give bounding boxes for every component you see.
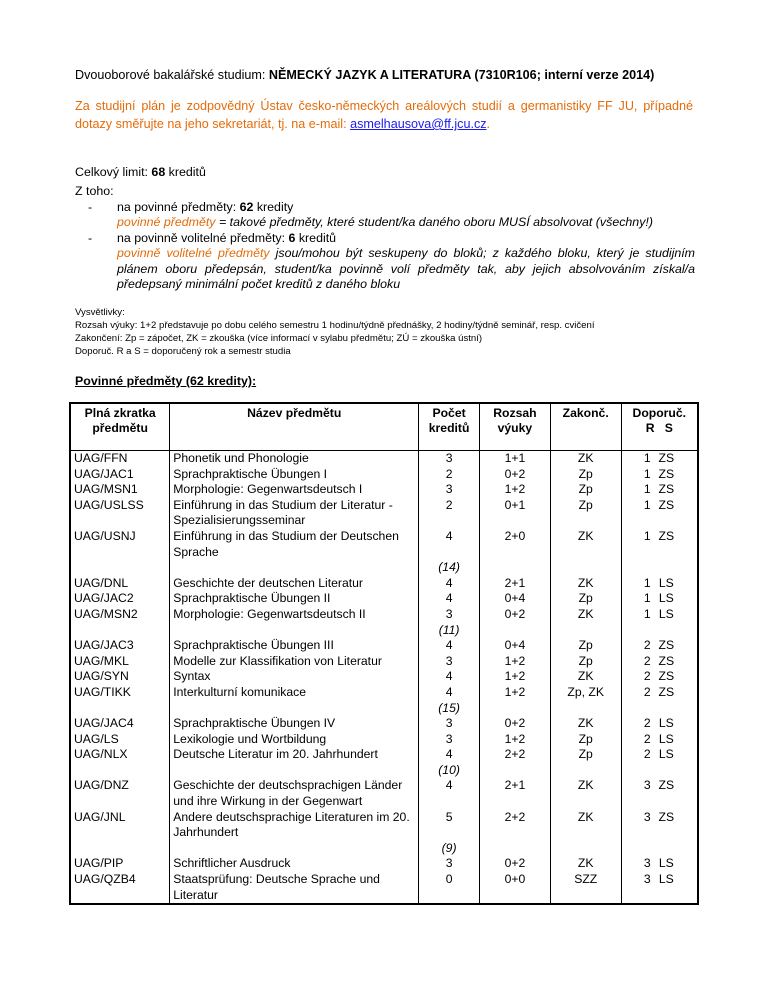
subject-hours: 2+1 [480,576,551,592]
subject-recommended [621,872,698,904]
subject-name: Staatsprüfung: Deutsche Sprache und Literatur [170,872,419,904]
group-credit-sum: (11) [419,623,480,639]
subject-recommended [621,732,698,748]
subject-exam: SZZ [550,872,621,904]
breakdown-heading: Z toho: [75,184,114,198]
subject-recommended [621,747,698,763]
recommended-semester: ZS [658,809,675,824]
empty-cell [170,623,419,639]
table-row [70,576,698,592]
explanation-line: Vysvětlivky: [75,307,125,318]
group-credit-sum: (9) [419,841,480,857]
programme-name: NĚMECKÝ JAZYK A LITERATURA (7310R106; interní verze 2014) [268,68,655,82]
recommended-year: 3 [643,872,651,887]
elective-label: na povinně volitelné předměty: [117,230,289,245]
elective-note-term: povinně volitelné předměty [117,246,270,260]
subject-hours: 1+2 [480,732,551,748]
subject-exam: ZK [550,451,621,467]
recommended-semester: ZS [658,778,675,793]
recommended-semester: LS [658,872,674,887]
subject-exam: Zp, ZK [550,685,621,701]
subject-credits: 4 [419,685,480,701]
table-row [70,498,698,529]
subject-exam: Zp [550,591,621,607]
subject-hours: 1+2 [480,685,551,701]
subject-exam: Zp [550,498,621,529]
subject-name: Schriftlicher Ausdruck [170,856,419,872]
subject-exam: ZK [550,716,621,732]
empty-cell [621,763,698,779]
mandatory-value: 62 [239,199,254,214]
empty-cell [170,560,419,576]
subject-name: Einführung in das Studium der Deutschen Sprache [170,529,419,560]
subject-recommended [621,716,698,732]
limit-value: 68 [151,165,166,179]
breakdown-item-mandatory [75,200,695,231]
subject-code: UAG/MSN2 [70,607,170,623]
recommended-semester: LS [658,575,674,590]
subject-code: UAG/SYN [70,669,170,685]
list-dash: - [88,199,93,214]
empty-cell [480,763,551,779]
recommended-semester: LS [658,591,674,606]
responsibility-notice [75,97,693,133]
subject-hours: 0+2 [480,467,551,483]
subject-credits: 3 [419,856,480,872]
subject-code: UAG/JAC4 [70,716,170,732]
table-row [70,451,698,467]
recommended-year: 2 [643,653,651,668]
subject-recommended [621,529,698,560]
explanations [75,306,595,358]
subject-hours: 1+1 [480,451,551,467]
subject-exam: ZK [550,529,621,560]
recommended-year: 2 [643,669,651,684]
recommended-year: 1 [643,482,651,497]
recommended-semester: ZS [658,653,675,668]
table-row [70,654,698,670]
subject-credits: 4 [419,669,480,685]
subject-hours: 1+2 [480,654,551,670]
list-dash: - [88,230,93,245]
table-row [70,716,698,732]
mandatory-unit: kredity [253,199,294,214]
subject-credits: 4 [419,576,480,592]
empty-cell [480,560,551,576]
mandatory-note-text: = takové předměty, které student/ka daného oboru MUSÍ absolvovat (všechny!) [215,215,653,229]
subject-hours: 2+0 [480,529,551,560]
subject-hours: 0+2 [480,716,551,732]
empty-cell [170,841,419,857]
explanation-line: Rozsah výuky: 1+2 představuje po dobu celého semestru 1 hodinu/týdně přednášky, 2 hodiny/týdně seminář, resp. cvičení [75,320,595,331]
table-body [70,451,698,905]
subject-code: UAG/PIP [70,856,170,872]
section-title: Povinné předměty (62 kredity): [75,374,257,388]
recommended-year: 1 [643,591,651,606]
group-sum-row [70,701,698,717]
recommended-semester: LS [658,731,674,746]
table-row [70,482,698,498]
table-row [70,747,698,763]
empty-cell [621,701,698,717]
subject-hours: 1+2 [480,482,551,498]
subject-name: Andere deutschsprachige Literaturen im 20. Jahrhundert [170,810,419,841]
table-row [70,872,698,904]
recommended-year: 1 [643,466,651,481]
subject-code: UAG/TIKK [70,685,170,701]
recommended-semester: ZS [658,528,675,543]
subject-code: UAG/LS [70,732,170,748]
group-sum-row [70,841,698,857]
subject-recommended [621,467,698,483]
subject-code: UAG/USNJ [70,529,170,560]
subject-credits: 4 [419,638,480,654]
subject-recommended [621,591,698,607]
explanation-line: Zakončení: Zp = zápočet, ZK = zkouška (více informací v sylabu předmětu; ZÚ = zkouška ústní) [75,333,483,344]
elective-note-text: jsou/mohou být seskupeny do bloků; z každého bloku, který je studijním plánem oboru předepsán, student/ka povinně volí předměty tak, aby jejich absolvováním získal/a předepsaný minimální počet kreditů z daného bloku [117,246,696,291]
recommended-year: 1 [643,497,651,512]
subject-name: Modelle zur Klassifikation von Literatur [170,654,419,670]
table-row [70,810,698,841]
subject-credits: 5 [419,810,480,841]
subject-exam: ZK [550,810,621,841]
subject-code: UAG/DNL [70,576,170,592]
notice-end: . [486,117,491,131]
header-hours: Rozsah výuky [480,403,551,451]
header-exam: Zakonč. [550,403,621,451]
subject-code: UAG/MSN1 [70,482,170,498]
subject-exam: Zp [550,732,621,748]
subject-name: Geschichte der deutschsprachigen Länder und ihre Wirkung in der Gegenwart [170,778,419,809]
group-sum-row [70,763,698,779]
recommended-year: 2 [643,731,651,746]
recommended-semester: ZS [658,497,675,512]
recommended-semester: ZS [658,466,675,481]
empty-cell [550,623,621,639]
subject-exam: Zp [550,638,621,654]
subject-code: UAG/FFN [70,451,170,467]
subject-hours: 1+2 [480,669,551,685]
subject-code: UAG/JAC2 [70,591,170,607]
subject-credits: 4 [419,778,480,809]
subject-recommended [621,856,698,872]
header-year-sem: R S [645,421,673,435]
mandatory-note [117,215,695,231]
empty-cell [550,560,621,576]
subject-name: Sprachpraktische Übungen I [170,467,419,483]
limit-label: Celkový limit: [75,165,152,179]
breakdown-item-elective [75,231,695,293]
table-header-row [70,403,698,451]
subject-hours: 0+4 [480,591,551,607]
subject-name: Lexikologie und Wortbildung [170,732,419,748]
empty-cell [480,623,551,639]
subject-recommended [621,810,698,841]
subject-hours: 2+2 [480,747,551,763]
empty-cell [170,763,419,779]
subject-recommended [621,685,698,701]
subject-credits: 2 [419,467,480,483]
empty-cell [480,701,551,717]
group-credit-sum: (14) [419,560,480,576]
recommended-semester: ZS [658,638,675,653]
limit-unit: kreditů [165,165,206,179]
empty-cell [70,701,170,717]
empty-cell [170,701,419,717]
mandatory-label: na povinné předměty: [117,199,240,214]
subject-credits: 2 [419,498,480,529]
recommended-year: 1 [643,451,651,465]
group-sum-row [70,560,698,576]
explanation-line: Doporuč. R a S = doporučený rok a semestr studia [75,346,291,357]
subject-hours: 2+1 [480,778,551,809]
table-row [70,529,698,560]
recommended-semester: ZS [658,451,675,465]
recommended-year: 2 [643,716,651,731]
subject-name: Sprachpraktische Übungen II [170,591,419,607]
recommended-semester: LS [658,856,674,871]
table-row [70,607,698,623]
subject-recommended [621,778,698,809]
recommended-year: 2 [643,747,651,762]
subject-exam: Zp [550,654,621,670]
subject-name: Sprachpraktische Übungen III [170,638,419,654]
table-row [70,467,698,483]
subject-recommended [621,638,698,654]
empty-cell [70,841,170,857]
subject-credits: 4 [419,529,480,560]
recommended-semester: ZS [658,684,675,699]
recommended-year: 1 [643,528,651,543]
subject-hours: 0+2 [480,856,551,872]
subject-hours: 0+4 [480,638,551,654]
subject-exam: Zp [550,747,621,763]
subject-credits: 0 [419,872,480,904]
notice-text: Za studijní plán je zodpovědný Ústav česko-německých areálových studií a germanistiky FF JU, případné dotazy směřujte na jeho sekretariát, tj. na e-mail: [75,99,693,131]
group-sum-row [70,623,698,639]
subject-recommended [621,482,698,498]
subject-code: UAG/JAC3 [70,638,170,654]
subject-credits: 3 [419,451,480,467]
subject-name: Sprachpraktische Übungen IV [170,716,419,732]
credit-limit [75,165,206,179]
subject-name: Deutsche Literatur im 20. Jahrhundert [170,747,419,763]
subject-credits: 3 [419,716,480,732]
header-code: Plná zkratka předmětu [70,403,170,451]
subject-exam: Zp [550,482,621,498]
subject-code: UAG/MKL [70,654,170,670]
empty-cell [70,623,170,639]
subject-exam: ZK [550,778,621,809]
table-row [70,778,698,809]
subject-credits: 3 [419,732,480,748]
elective-unit: kreditů [295,230,337,245]
subject-name: Morphologie: Gegenwartsdeutsch I [170,482,419,498]
recommended-semester: LS [658,606,674,621]
subject-recommended [621,576,698,592]
table-row [70,685,698,701]
subject-credits: 4 [419,591,480,607]
credit-breakdown [75,184,695,293]
header-recommended-label: Doporuč. [632,406,687,420]
table-row [70,856,698,872]
header-name: Název předmětu [170,403,419,451]
recommended-year: 1 [643,575,651,590]
empty-cell [621,560,698,576]
subject-credits: 4 [419,747,480,763]
subject-recommended [621,669,698,685]
subject-code: UAG/USLSS [70,498,170,529]
header-credits: Počet kreditů [419,403,480,451]
recommended-semester: ZS [658,669,675,684]
mandatory-note-term: povinné předměty [117,215,216,229]
group-credit-sum: (15) [419,701,480,717]
empty-cell [480,841,551,857]
email-link[interactable]: asmelhausova@ff.jcu.cz [350,117,487,131]
elective-value: 6 [288,230,296,245]
empty-cell [550,701,621,717]
subject-code: UAG/DNZ [70,778,170,809]
subject-exam: ZK [550,576,621,592]
empty-cell [550,763,621,779]
subject-code: UAG/JAC1 [70,467,170,483]
subject-hours: 2+2 [480,810,551,841]
subject-hours: 0+2 [480,607,551,623]
empty-cell [621,841,698,857]
subject-name: Morphologie: Gegenwartsdeutsch II [170,607,419,623]
subject-name: Einführung in das Studium der Literatur - Spezialisierungsseminar [170,498,419,529]
subject-credits: 3 [419,654,480,670]
title-prefix: Dvouoborové bakalářské studium: [75,68,269,82]
subject-credits: 3 [419,482,480,498]
subject-name: Syntax [170,669,419,685]
subject-hours: 0+1 [480,498,551,529]
table-row [70,638,698,654]
empty-cell [550,841,621,857]
table-row [70,591,698,607]
subject-exam: ZK [550,856,621,872]
recommended-year: 1 [643,606,651,621]
recommended-semester: LS [658,747,674,762]
table-row [70,669,698,685]
empty-cell [70,763,170,779]
subject-name: Phonetik und Phonologie [170,451,419,467]
recommended-year: 3 [643,778,651,793]
recommended-year: 3 [643,856,651,871]
subject-code: UAG/NLX [70,747,170,763]
recommended-semester: LS [658,716,674,731]
recommended-year: 2 [643,684,651,699]
subject-code: UAG/JNL [70,810,170,841]
header-recommended [621,403,698,451]
recommended-year: 3 [643,809,651,824]
subject-credits: 3 [419,607,480,623]
empty-cell [70,560,170,576]
subject-exam: ZK [550,669,621,685]
page-title [75,68,654,82]
subject-name: Interkulturní komunikace [170,685,419,701]
empty-cell [621,623,698,639]
subject-recommended [621,607,698,623]
table-row [70,732,698,748]
subjects-table [69,402,699,905]
subject-recommended [621,451,698,467]
subject-exam: ZK [550,607,621,623]
subject-recommended [621,654,698,670]
recommended-semester: ZS [658,482,675,497]
subject-name: Geschichte der deutschen Literatur [170,576,419,592]
subject-code: UAG/QZB4 [70,872,170,904]
subject-exam: Zp [550,467,621,483]
subject-hours: 0+0 [480,872,551,904]
recommended-year: 2 [643,638,651,653]
group-credit-sum: (10) [419,763,480,779]
subject-recommended [621,498,698,529]
elective-note [117,246,695,293]
